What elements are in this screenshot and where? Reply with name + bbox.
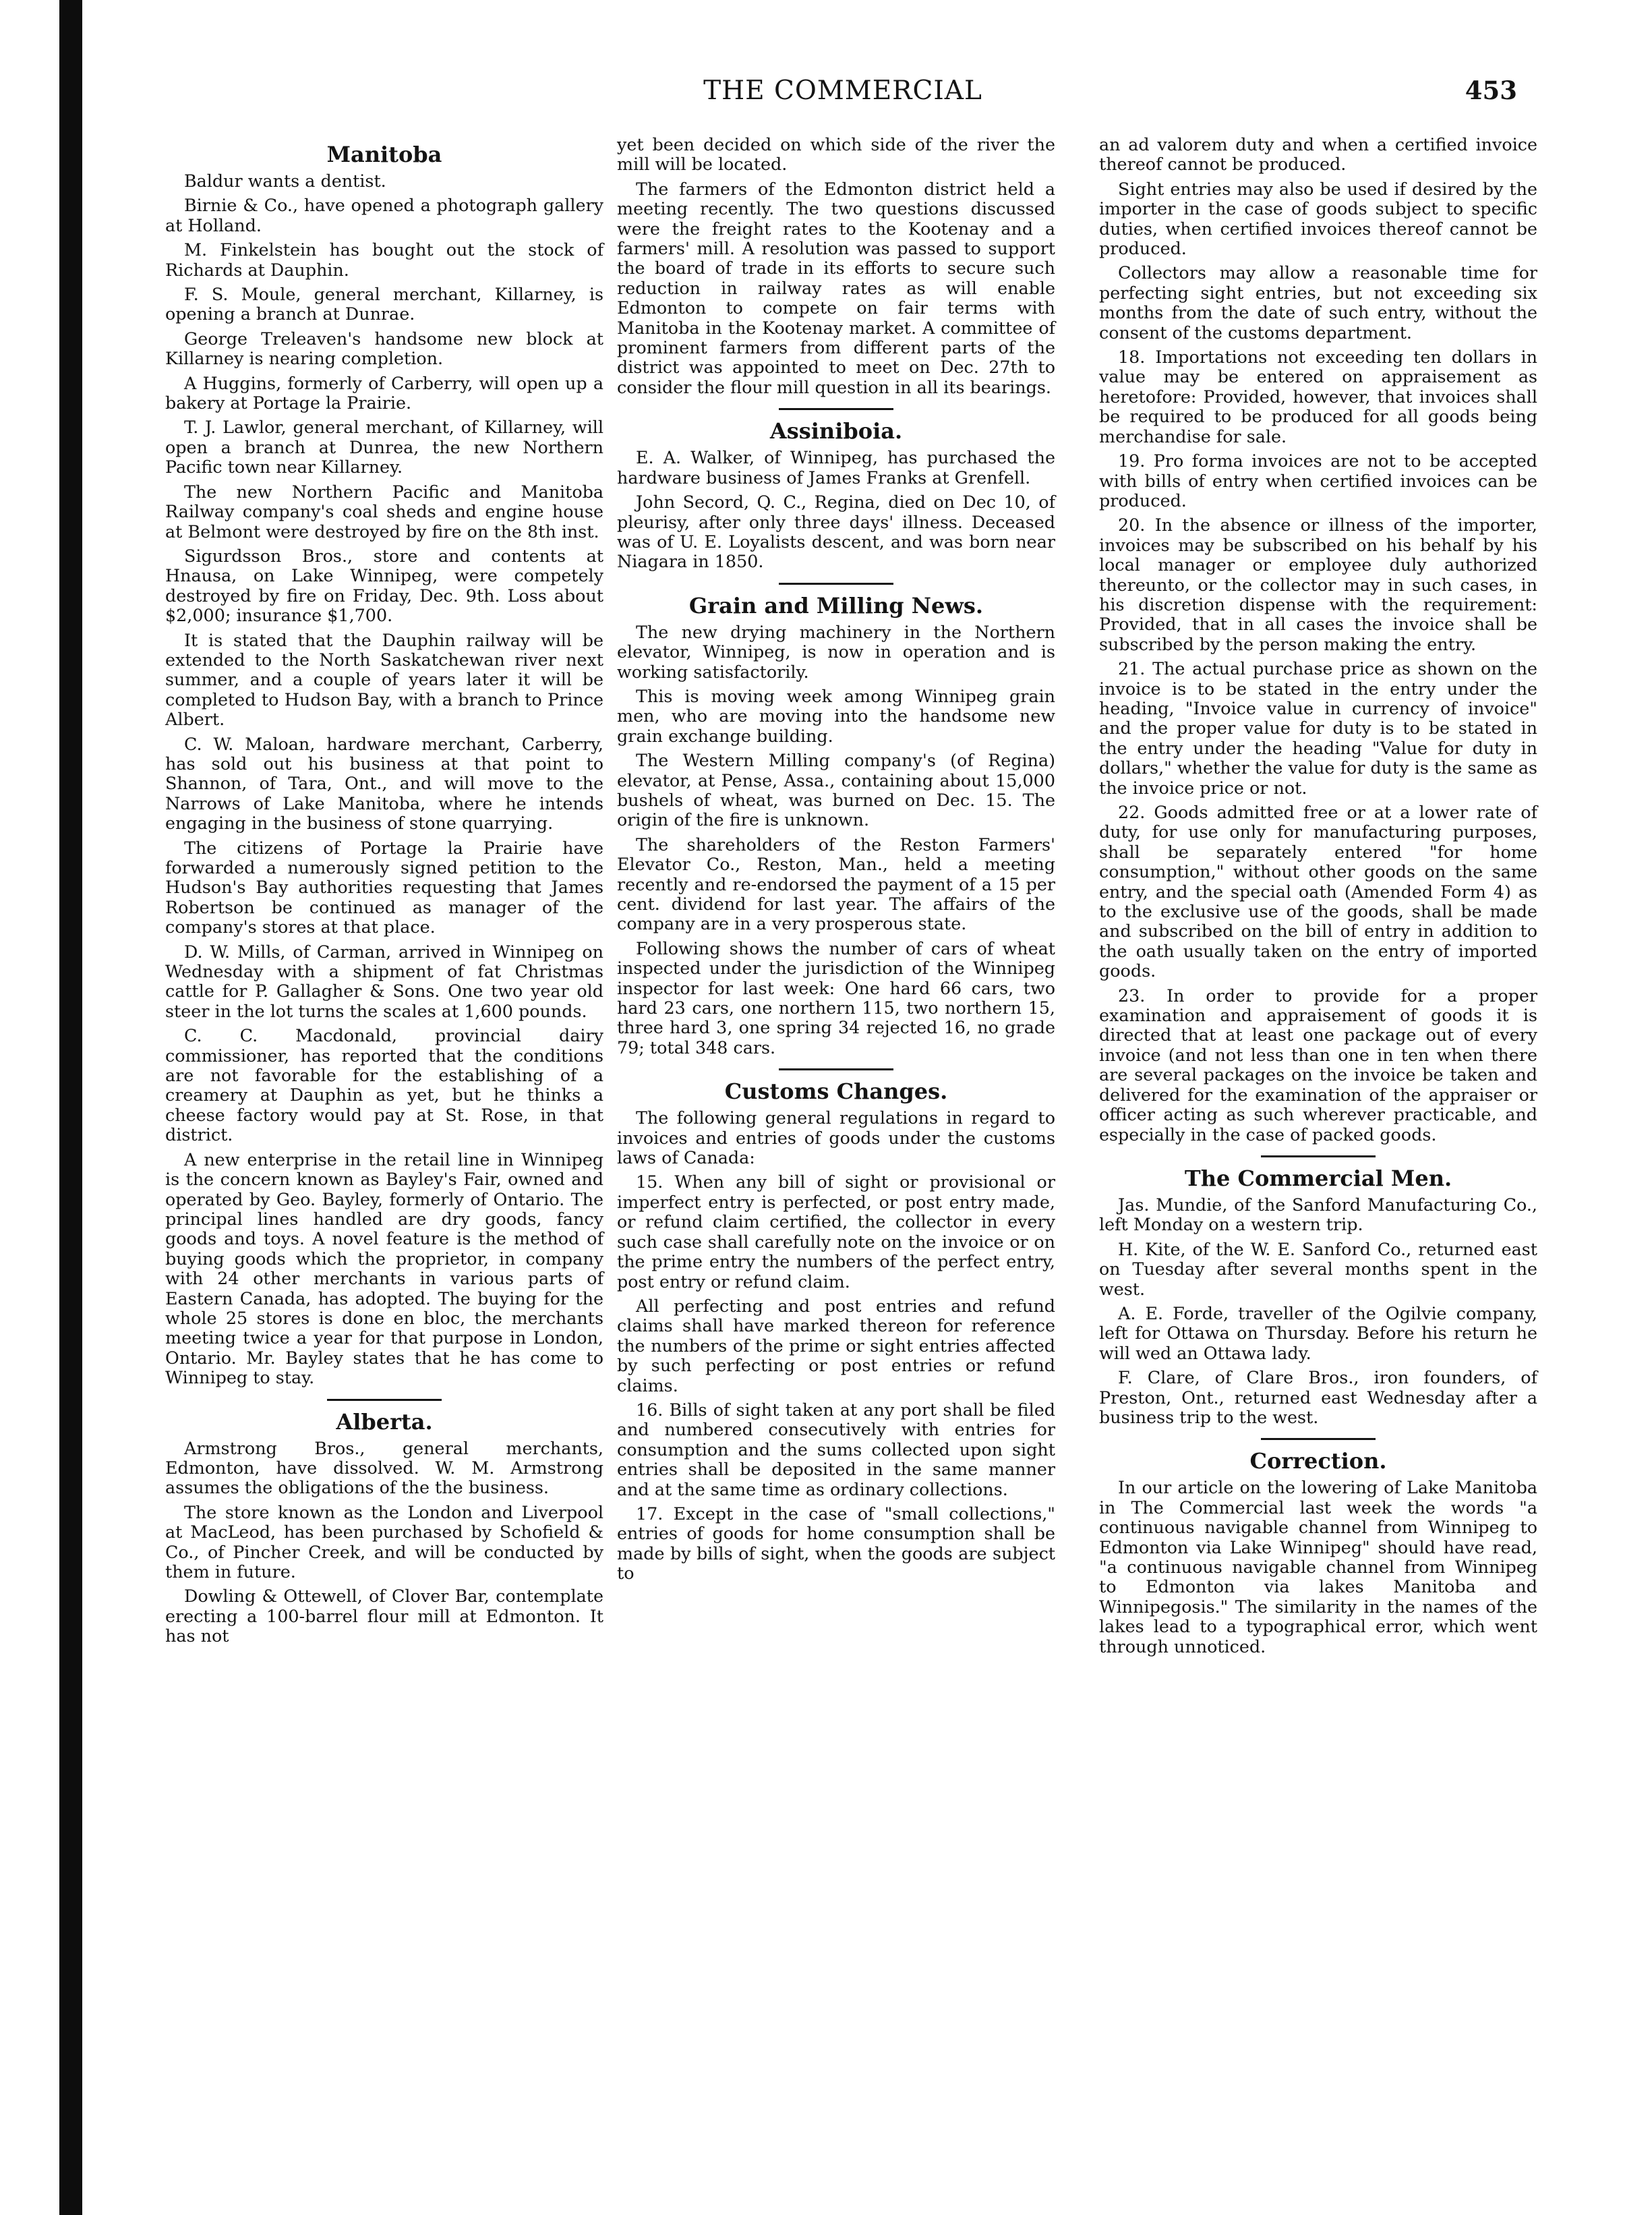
news-item: A Huggins, formerly of Carberry, will open up a bakery at Portage la Prairie. [165, 372, 603, 413]
news-item: The new Northern Pacific and Manitoba Railway company's coal sheds and engine house at Belmont were destroyed by fire on the 8th inst. [165, 481, 603, 542]
page-header [169, 76, 1517, 116]
column-1 [165, 135, 603, 1651]
section-divider [779, 583, 893, 585]
section-heading-manitoba: Manitoba [326, 142, 442, 167]
news-item: A. E. Forde, traveller of the Ogilvie company, left for Ottawa on Thursday. Before his return he will wed an Ottawa lady. [1099, 1302, 1537, 1363]
news-item: Sight entries may also be used if desired by the importer in the case of goods subject to specific duties, when certified invoices thereof cannot be produced. [1099, 178, 1537, 259]
news-item: C. C. Macdonald, provincial dairy commissioner, has reported that the conditions are not favorable for the establishing of a creamery at Dauphin as yet, but he thinks a cheese factory would pay at St. Rose, in that district. [165, 1025, 603, 1145]
news-item: All perfecting and post entries and refund claims shall have marked thereon for reference the numbers of the prime or sight entries affected by such perfecting or post entries or refund claims. [617, 1295, 1055, 1396]
news-item: John Secord, Q. C., Regina, died on Dec 10, of pleurisy, after only three days' illness. Deceased was of U. E. Loyalists descent, and was born near Niagara in 1850. [617, 492, 1055, 572]
news-item: The store known as the London and Liverpool at MacLeod, has been purchased by Schofield & Co., of Pincher Creek, and will be conducted by them in future. [165, 1501, 603, 1582]
news-item: Dowling & Ottewell, of Clover Bar, contemplate erecting a 100-barrel flour mill at Edmonton. It has not [165, 1586, 603, 1646]
news-item: F. Clare, of Clare Bros., iron founders, of Preston, Ont., returned east Wednesday after a business trip to the west. [1099, 1367, 1537, 1427]
continued-text: yet been decided on which side of the river the mill will be located. [617, 134, 1055, 175]
news-item: The shareholders of the Reston Farmers' Elevator Co., Reston, Man., held a meeting recently and re-endorsed the payment of a 15 per cent. dividend for last year. The affairs of the company are in a very prosperous state. [617, 834, 1055, 934]
news-item: Birnie & Co., have opened a photograph gallery at Holland. [165, 195, 603, 235]
news-item: 22. Goods admitted free or at a lower rate of duty, for use only for manufacturing purposes, shall be separately entered "for home consumption," without other goods on the same entry, and the special oath (Amended Form 4) as to the exclusive use of the goods, shall be made and subscribed on the bill of entry in addition to the oath usually taken on the entry of imported goods. [1099, 802, 1537, 981]
news-item: The Western Milling company's (of Regina) elevator, at Pense, Assa., containing about 15,000 bushels of wheat, was burned on Dec. 15. The origin of the fire is unknown. [617, 750, 1055, 830]
news-item: The following general regulations in regard to invoices and entries of goods under the customs laws of Canada: [617, 1108, 1055, 1168]
news-item: F. S. Moule, general merchant, Killarney, is opening a branch at Dunrae. [165, 284, 603, 324]
column-3 [1099, 135, 1537, 1661]
news-item: E. A. Walker, of Winnipeg, has purchased the hardware business of James Franks at Grenfell. [617, 447, 1055, 488]
news-item: 16. Bills of sight taken at any port shall be filed and numbered consecutively with entries for consumption and the sums collected upon sight entries shall be deposited in the same manner and at the same time as ordinary collections. [617, 1399, 1055, 1499]
news-item: Baldur wants a dentist. [184, 171, 386, 191]
news-item: 15. When any bill of sight or provisional or imperfect entry is perfected, or post entry made, or refund claim certified, the collector in every such case shall carefully note on the invoice or on the prime entry the numbers of the perfect entry, post entry or refund claim. [617, 1172, 1055, 1292]
page-edge-bar [59, 0, 82, 2215]
section-heading-customs: Customs Changes. [724, 1078, 948, 1105]
news-item: George Treleaven's handsome new block at Killarney is nearing completion. [165, 328, 603, 369]
column-2 [617, 135, 1055, 1588]
section-heading-assiniboia: Assiniboia. [769, 418, 903, 444]
news-item: Following shows the number of cars of wheat inspected under the jurisdiction of the Winnipeg inspector for last week: One hard 66 cars, two hard 23 cars, one northern 115, two northern 15, three hard 3, one spring 34 rejected 16, no grade 79; total 348 cars. [617, 938, 1055, 1058]
news-item: The new drying machinery in the Northern elevator, Winnipeg, is now in operation and is working satisfactorily. [617, 621, 1055, 682]
news-item: 20. In the absence or illness of the importer, invoices may be subscribed on his behalf by his local manager or employee duly authorized thereunto, or the collector may in such cases, in his discretion dispense with the requirement: Provided, that in all cases the invoice shall be subscribed by the person making the entry. [1099, 515, 1537, 654]
news-item: It is stated that the Dauphin railway will be extended to the North Saskatchewan river next summer, and a couple of years later it will be completed to Hudson Bay, with a branch to Prince Albert. [165, 629, 603, 730]
news-item: 19. Pro forma invoices are not to be accepted with bills of entry when certified invoices can be produced. [1099, 451, 1537, 511]
news-item: In our article on the lowering of Lake Manitoba in The Commercial last week the words "a continuous navigable channel from Winnipeg to Edmonton via Lake Winnipeg" should have read, "a continuous navigable channel from Winnipeg to Edmonton via lakes Manitoba and Winnipegosis." The similarity in the names of the lakes lead to a typographical error, which went through unnoticed. [1099, 1477, 1537, 1657]
news-item: 17. Except in the case of "small collections," entries of goods for home consumption shall be made by bills of sight, when the goods are subject to [617, 1503, 1055, 1584]
news-item: 21. The actual purchase price as shown on the invoice is to be stated in the entry under the heading, "Invoice value in currency of invoice" and the proper value for duty is to be stated in the entry under the heading "Value for duty in dollars," whether the value for duty is the same as the invoice price or not. [1099, 658, 1538, 798]
section-divider [779, 1068, 893, 1070]
publication-title: THE COMMERCIAL [703, 76, 982, 106]
section-divider [1261, 1438, 1376, 1440]
news-item: Jas. Mundie, of the Sanford Manufacturing Co., left Monday on a western trip. [1099, 1194, 1537, 1235]
news-item: C. W. Maloan, hardware merchant, Carberry, has sold out his business at that point to Shannon, of Tara, Ont., and will move to the Narrows of Lake Manitoba, where he intends engaging in the business of stone quarrying. [165, 733, 603, 834]
news-item: Armstrong Bros., general merchants, Edmonton, have dissolved. W. M. Armstrong assumes the obligations of the the business. [165, 1437, 603, 1498]
continued-text: an ad valorem duty and when a certified invoice thereof cannot be produced. [1099, 134, 1537, 175]
section-heading-alberta: Alberta. [336, 1408, 433, 1435]
news-item: The citizens of Portage la Prairie have forwarded a numerously signed petition to the Hudson's Bay authorities requesting that James Robertson be continued as manager of the company's stores at that place. [165, 837, 603, 938]
section-divider [1261, 1155, 1376, 1157]
section-divider [779, 408, 893, 410]
news-item: 23. In order to provide for a proper examination and appraisement of goods it is directed that at least one package out of every invoice (and not less than one in ten when there are several packages on the invoice be taken and delivered for the examination of the appraiser or officer acting as such wherever practicable, and especially in the case of packed goods. [1099, 985, 1537, 1145]
news-item: H. Kite, of the W. E. Sanford Co., returned east on Tuesday after several months spent in the west. [1099, 1238, 1537, 1299]
news-item: A new enterprise in the retail line in Winnipeg is the concern known as Bayley's Fair, owned and operated by Geo. Bayley, formerly of Ontario. The principal lines handled are dry goods, fancy goods and toys. A novel feature is the method of buying goods which the proprietor, in company with 24 other merchants in various parts of Eastern Canada, has adopted. The buying for the whole 25 stores is done en bloc, the merchants meeting twice a year for that purpose in London, Ontario. Mr. Bayley states that he has come to Winnipeg to stay. [165, 1149, 603, 1388]
news-item: This is moving week among Winnipeg grain men, who are moving into the handsome new grain exchange building. [617, 685, 1055, 746]
news-item: Sigurdsson Bros., store and contents at Hnausa, on Lake Winnipeg, were competely destroyed by fire on Friday, Dec. 9th. Loss about $2,000; insurance $1,700. [165, 545, 603, 626]
section-heading-grain-milling: Grain and Milling News. [688, 592, 984, 619]
news-item: Collectors may allow a reasonable time for perfecting sight entries, but not exceeding six months from the date of such entry, without the consent of the customs department. [1099, 262, 1537, 343]
news-item: D. W. Mills, of Carman, arrived in Winnipeg on Wednesday with a shipment of fat Christmas cattle for P. Gallagher & Sons. One two year old steer in the lot turns the scales at 1,600 pounds. [165, 941, 603, 1021]
news-item: M. Finkelstein has bought out the stock of Richards at Dauphin. [165, 239, 603, 280]
news-item: T. J. Lawlor, general merchant, of Killarney, will open a branch at Dunrea, the new Northern Pacific town near Killarney. [165, 417, 603, 478]
section-heading-correction: Correction. [1249, 1448, 1387, 1474]
section-heading-commercial-men: The Commercial Men. [1184, 1165, 1452, 1191]
news-item: The farmers of the Edmonton district held a meeting recently. The two questions discussed were the freight rates to the Kootenay and a farmers' mill. A resolution was passed to support the board of trade in its efforts to secure such reduction in railway rates as will enable Edmonton to compete on fair terms with Manitoba in the Kootenay market. A committee of prominent farmers from different parts of the district was appointed to meet on Dec. 27th to consider the flour mill question in all its bearings. [617, 178, 1055, 397]
news-item: 18. Importations not exceeding ten dollars in value may be entered on appraisement as heretofore: Provided, however, that invoices shall be required to be produced for all goods being merchandise for sale. [1099, 347, 1537, 447]
section-divider [327, 1399, 442, 1401]
page-number: 453 [1465, 76, 1517, 105]
